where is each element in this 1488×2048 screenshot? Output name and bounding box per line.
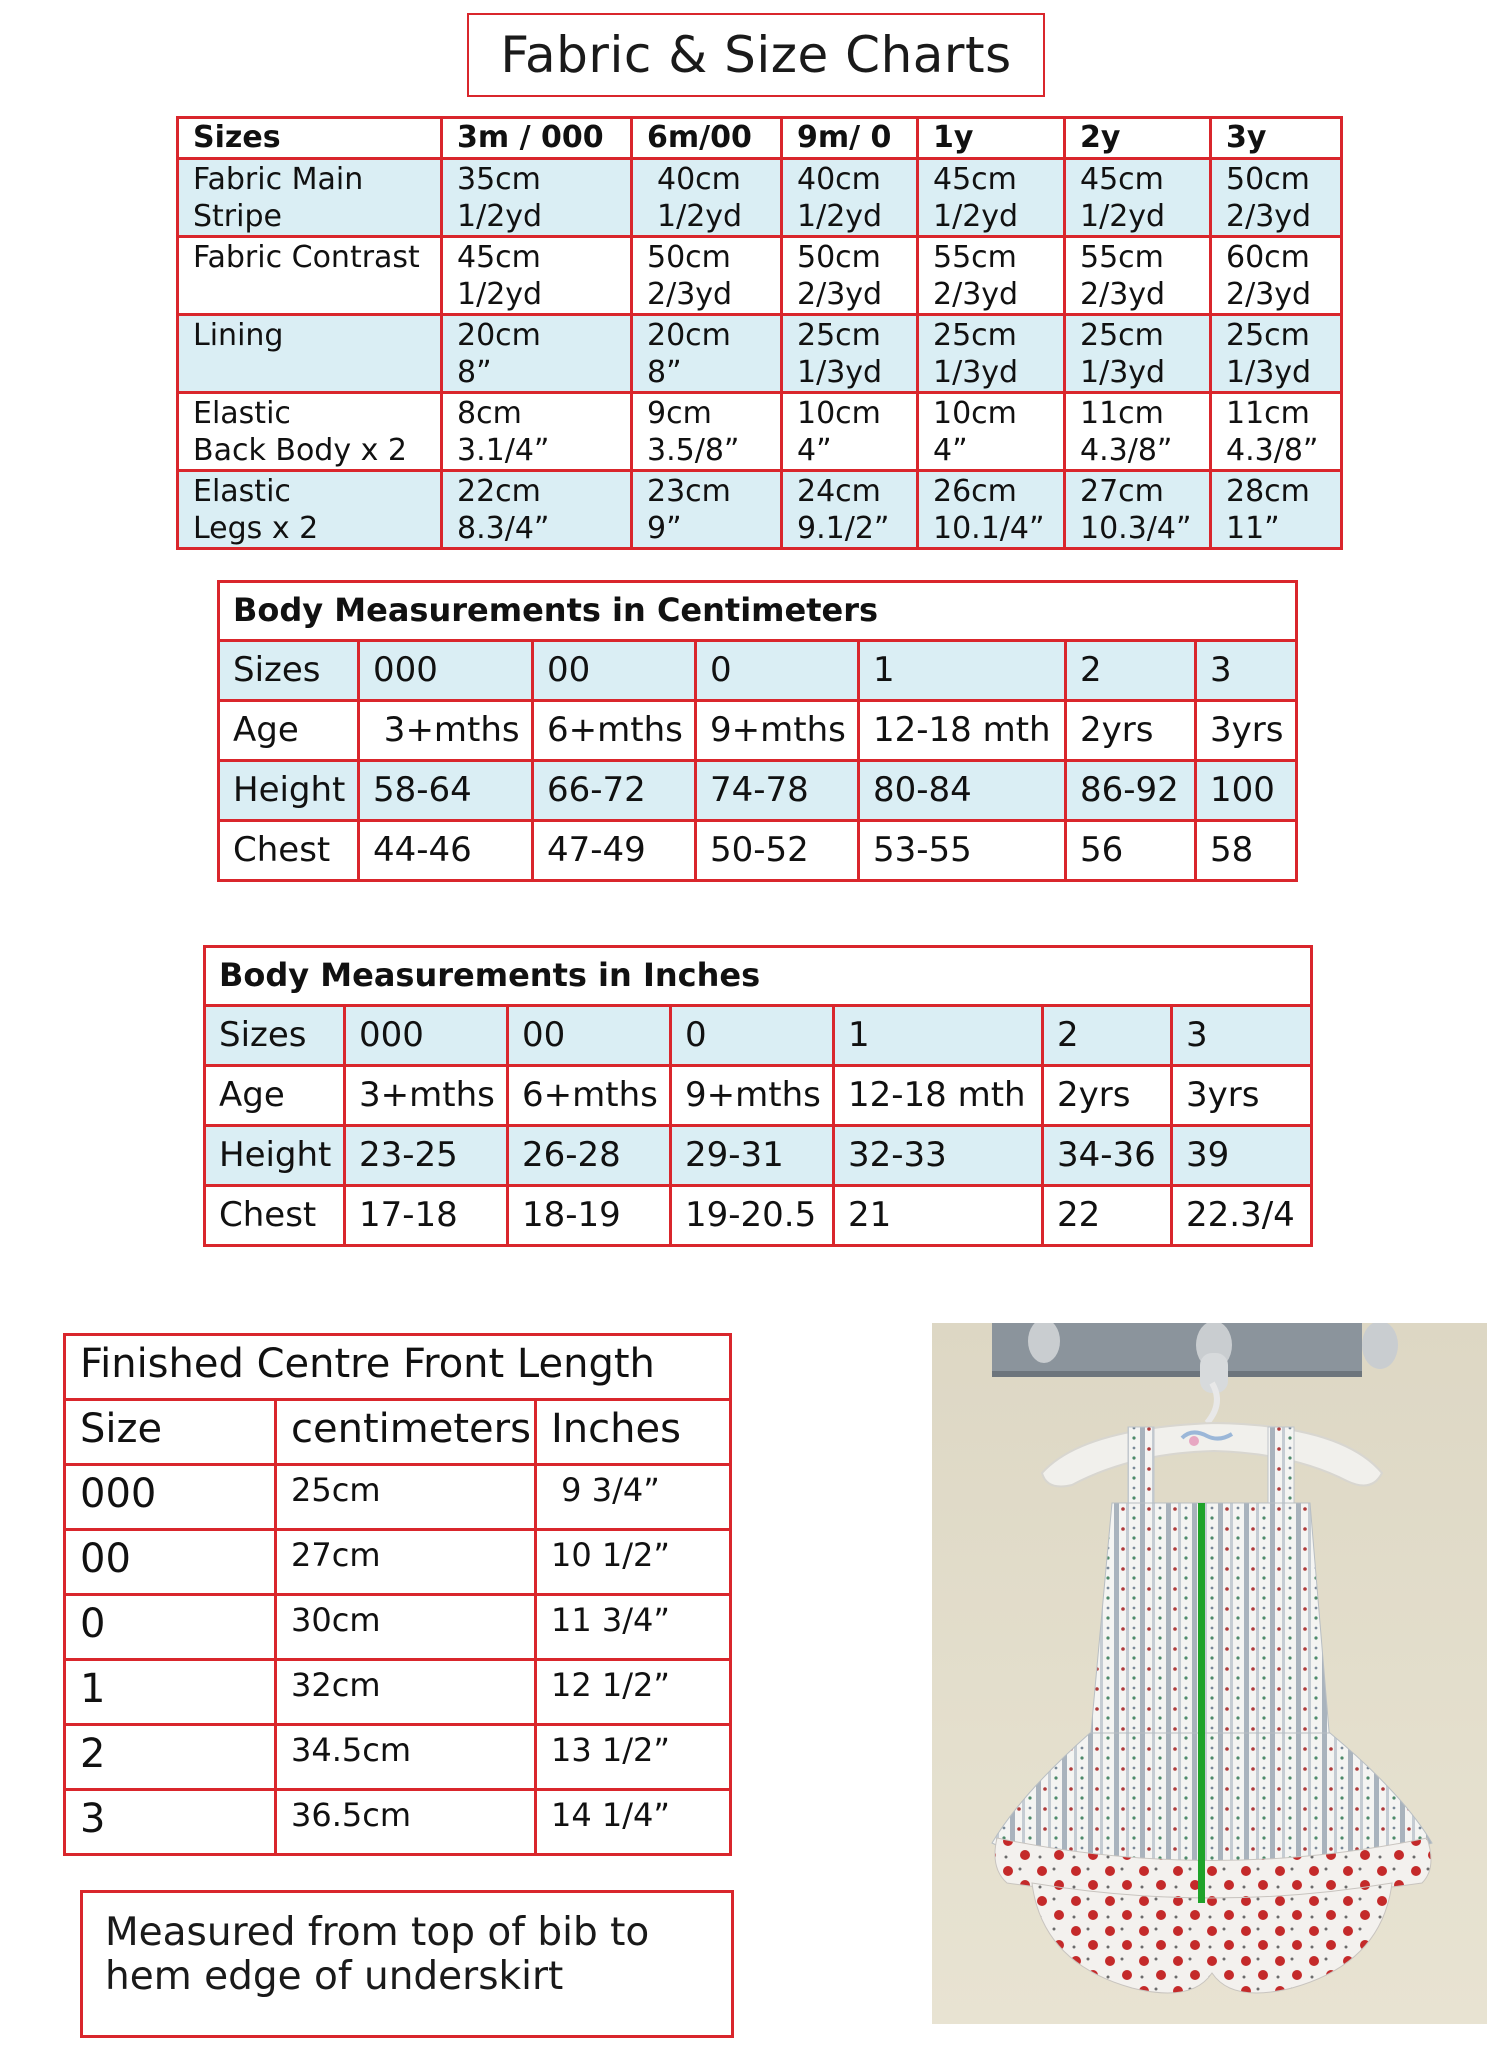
row-label: Fabric Contrast [178,237,442,315]
fabric-cell: 10cm 4” [782,393,918,471]
fabric-row-elastic-legs [178,471,1342,549]
cm-cell: 34.5cm [276,1725,536,1790]
body-measurements-inches-table [203,945,1313,1247]
table-cell: 1 [834,1006,1043,1066]
fabric-cell: 24cm 9.1/2” [782,471,918,549]
fabric-cell: 28cm 11” [1211,471,1342,549]
table-cell: 74-78 [696,761,859,821]
table-row [205,1006,1312,1066]
size-cell: 0 [65,1595,276,1660]
fabric-requirements-table [176,116,1343,550]
centre-front-measure-line [1198,1503,1205,1903]
body-measurements-cm-table [217,580,1298,882]
column-header: Inches [536,1400,731,1465]
table-row [205,1126,1312,1186]
table-cell: 32-33 [834,1126,1043,1186]
cm-cell: 25cm [276,1465,536,1530]
table-row [219,641,1297,701]
table-cell: 26-28 [508,1126,671,1186]
table-cell: 3+mths [359,701,533,761]
table-row [65,1725,731,1790]
table-cell: 2yrs [1043,1066,1172,1126]
fabric-cell: 8cm 3.1/4” [442,393,632,471]
fabric-cell: 26cm 10.1/4” [918,471,1065,549]
row-label: Fabric Main Stripe [178,159,442,237]
table-cell: 3 [1196,641,1297,701]
note-line: hem edge of underskirt [105,1954,564,1999]
row-label: Sizes [219,641,359,701]
fabric-row-lining [178,315,1342,393]
table-cell: 3yrs [1196,701,1297,761]
table-header-row [65,1400,731,1465]
table-cell: 34-36 [1043,1126,1172,1186]
fabric-cell: 25cm 1/3yd [782,315,918,393]
table-cell: 23-25 [345,1126,508,1186]
fabric-header-cell: Sizes [178,118,442,159]
fabric-cell: 20cm 8” [632,315,782,393]
table-cell: 000 [345,1006,508,1066]
table-row [205,1066,1312,1126]
size-cell: 3 [65,1790,276,1855]
inches-cell: 14 1/4” [536,1790,731,1855]
fabric-cell: 45cm 1/2yd [918,159,1065,237]
fabric-row-contrast [178,237,1342,315]
fabric-cell: 22cm 8.3/4” [442,471,632,549]
table-cell: 19-20.5 [671,1186,834,1246]
cm-cell: 32cm [276,1660,536,1725]
fabric-cell: 25cm 1/3yd [1065,315,1211,393]
row-label: Age [219,701,359,761]
cm-cell: 36.5cm [276,1790,536,1855]
table-cell: 6+mths [508,1066,671,1126]
table-heading: Finished Centre Front Length [65,1335,731,1400]
table-cell: 6+mths [533,701,696,761]
row-label: Sizes [205,1006,345,1066]
table-row [65,1465,731,1530]
column-header: centimeters [276,1400,536,1465]
table-cell: 00 [508,1006,671,1066]
fabric-cell: 11cm 4.3/8” [1211,393,1342,471]
table-row [65,1530,731,1595]
fabric-cell: 10cm 4” [918,393,1065,471]
page-title: Fabric & Size Charts [467,13,1045,97]
table-heading: Body Measurements in Inches [205,947,1312,1006]
table-cell: 2 [1066,641,1196,701]
fabric-cell: 50cm 2/3yd [1211,159,1342,237]
fabric-cell: 45cm 1/2yd [1065,159,1211,237]
fabric-cell: 40cm 1/2yd [632,159,782,237]
fabric-cell: 25cm 1/3yd [918,315,1065,393]
table-cell: 9+mths [671,1066,834,1126]
measurement-note [80,1890,734,2038]
table-cell: 21 [834,1186,1043,1246]
table-cell: 100 [1196,761,1297,821]
table-cell: 86-92 [1066,761,1196,821]
table-cell: 17-18 [345,1186,508,1246]
table-cell: 22.3/4 [1172,1186,1312,1246]
fabric-header-row [178,118,1342,159]
table-cell: 47-49 [533,821,696,881]
row-label: Elastic Legs x 2 [178,471,442,549]
fabric-cell: 11cm 4.3/8” [1065,393,1211,471]
table-cell: 9+mths [696,701,859,761]
fabric-cell: 40cm 1/2yd [782,159,918,237]
fabric-header-cell: 9m/ 0 [782,118,918,159]
table-cell: 3+mths [345,1066,508,1126]
size-cell: 2 [65,1725,276,1790]
table-row [219,821,1297,881]
table-cell: 12-18 mth [834,1066,1043,1126]
table-cell: 2 [1043,1006,1172,1066]
size-cell: 000 [65,1465,276,1530]
inches-cell: 13 1/2” [536,1725,731,1790]
table-cell: 29-31 [671,1126,834,1186]
fabric-cell: 55cm 2/3yd [1065,237,1211,315]
table-row [65,1595,731,1660]
table-heading: Body Measurements in Centimeters [219,582,1297,641]
row-label: Chest [205,1186,345,1246]
row-label: Lining [178,315,442,393]
fabric-cell: 27cm 10.3/4” [1065,471,1211,549]
table-cell: 1 [859,641,1066,701]
table-cell: 58 [1196,821,1297,881]
table-cell: 56 [1066,821,1196,881]
table-cell: 50-52 [696,821,859,881]
table-cell: 0 [671,1006,834,1066]
row-label: Height [219,761,359,821]
fabric-cell: 50cm 2/3yd [782,237,918,315]
cm-cell: 30cm [276,1595,536,1660]
inches-cell: 9 3/4” [536,1465,731,1530]
inches-cell: 10 1/2” [536,1530,731,1595]
table-cell: 3yrs [1172,1066,1312,1126]
inches-cell: 12 1/2” [536,1660,731,1725]
cm-cell: 27cm [276,1530,536,1595]
fabric-row-main-stripe [178,159,1342,237]
table-cell: 39 [1172,1126,1312,1186]
fabric-cell: 60cm 2/3yd [1211,237,1342,315]
table-cell: 0 [696,641,859,701]
table-cell: 44-46 [359,821,533,881]
table-row [65,1790,731,1855]
table-row [65,1660,731,1725]
table-cell: 2yrs [1066,701,1196,761]
row-label: Height [205,1126,345,1186]
size-cell: 00 [65,1530,276,1595]
fabric-cell: 35cm 1/2yd [442,159,632,237]
finished-length-table [63,1333,732,1856]
fabric-cell: 50cm 2/3yd [632,237,782,315]
table-row [219,761,1297,821]
fabric-cell: 55cm 2/3yd [918,237,1065,315]
table-cell: 3 [1172,1006,1312,1066]
row-label: Age [205,1066,345,1126]
fabric-header-cell: 3y [1211,118,1342,159]
fabric-header-cell: 3m / 000 [442,118,632,159]
inches-cell: 11 3/4” [536,1595,731,1660]
row-label: Chest [219,821,359,881]
fabric-cell: 45cm 1/2yd [442,237,632,315]
table-row [205,1186,1312,1246]
table-cell: 12-18 mth [859,701,1066,761]
table-cell: 18-19 [508,1186,671,1246]
table-cell: 80-84 [859,761,1066,821]
fabric-header-cell: 6m/00 [632,118,782,159]
fabric-header-cell: 2y [1065,118,1211,159]
fabric-cell: 20cm 8” [442,315,632,393]
fabric-header-cell: 1y [918,118,1065,159]
table-cell: 000 [359,641,533,701]
table-cell: 66-72 [533,761,696,821]
table-cell: 53-55 [859,821,1066,881]
fabric-cell: 25cm 1/3yd [1211,315,1342,393]
table-row [219,701,1297,761]
note-line: Measured from top of bib to [105,1910,650,1955]
table-cell: 22 [1043,1186,1172,1246]
fabric-cell: 23cm 9” [632,471,782,549]
fabric-cell: 9cm 3.5/8” [632,393,782,471]
row-label: Elastic Back Body x 2 [178,393,442,471]
column-header: Size [65,1400,276,1465]
table-cell: 00 [533,641,696,701]
table-cell: 58-64 [359,761,533,821]
size-cell: 1 [65,1660,276,1725]
fabric-row-elastic-back [178,393,1342,471]
romper-photo [932,1323,1487,2024]
